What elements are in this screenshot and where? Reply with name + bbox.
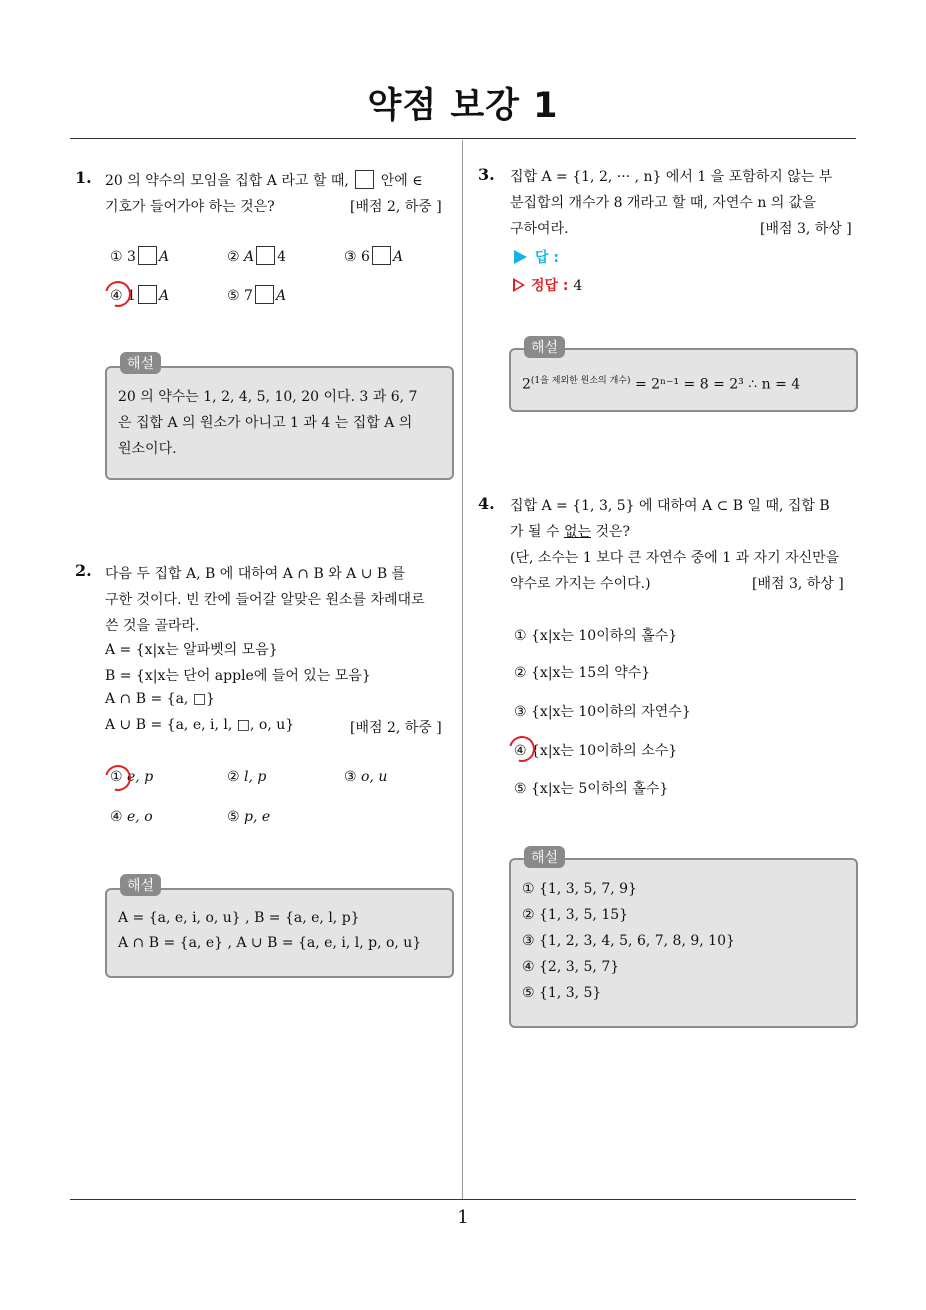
question-number: 3. xyxy=(478,165,495,184)
score-label: [배점 3, 하상 ] xyxy=(752,576,844,592)
question-number: 2. xyxy=(75,561,92,580)
choice-number: ③ xyxy=(514,704,527,720)
page-number: 1 xyxy=(457,1207,469,1228)
question-number: 1. xyxy=(75,168,92,187)
question-text xyxy=(105,170,423,190)
outline-play-icon xyxy=(513,278,525,292)
solution-tag: 해설 xyxy=(524,846,565,868)
question-text: 집합 A = {1, 2, ··· , n} 에서 1 을 포함하지 않는 부 xyxy=(510,169,833,185)
choice-text: l, p xyxy=(244,769,267,785)
blank-box xyxy=(372,246,391,265)
choice-5[interactable] xyxy=(514,778,668,798)
choice-text: {x|x는 5이하의 홀수} xyxy=(531,781,669,797)
formula-rest: = 2ⁿ⁻¹ = 8 = 2³ ∴ n = 4 xyxy=(634,376,801,393)
choice-number: ⑤ xyxy=(514,781,527,797)
question-text: 다음 두 집합 A, B 에 대하여 A ∩ B 와 A ∪ B 를 xyxy=(105,566,406,582)
question-note: (단, 소수는 1 보다 큰 자연수 중에 1 과 자기 자신만을 xyxy=(510,550,840,566)
formula-base: 2 xyxy=(522,376,531,393)
choice-number: ③ xyxy=(344,249,357,265)
question-text: 구하여라. xyxy=(510,221,569,237)
solution-line: ⑤ {1, 3, 5} xyxy=(522,985,602,1001)
correct-answer-row xyxy=(513,275,582,295)
blank-box xyxy=(256,246,275,265)
choice-number: ④ xyxy=(514,743,527,759)
choice-text: 1 xyxy=(127,288,136,304)
blank-box xyxy=(138,246,157,265)
solution-line: 은 집합 A 의 원소가 아니고 1 과 4 는 집합 A 의 xyxy=(118,415,413,431)
choice-text: A xyxy=(244,249,255,265)
choice-1[interactable] xyxy=(514,625,677,645)
set-definition: A = {x|x는 알파벳의 모음} xyxy=(105,642,278,658)
choice-text: A xyxy=(275,288,287,304)
choice-number: ① xyxy=(110,249,123,265)
question-text: 기호가 들어가야 하는 것은? xyxy=(105,199,275,215)
question-text-part: 20 의 약수의 모임을 집합 A 라고 할 때, xyxy=(105,173,349,189)
solution-line: ① {1, 3, 5, 7, 9} xyxy=(522,881,637,897)
solution-line: ③ {1, 2, 3, 4, 5, 6, 7, 8, 9, 10} xyxy=(522,933,735,949)
column-divider xyxy=(462,140,463,1200)
answer-circle-mark xyxy=(100,276,136,312)
choice-text: {x|x는 10이하의 자연수} xyxy=(531,704,691,720)
solution-line: 원소이다. xyxy=(118,441,177,457)
choice-number: ② xyxy=(227,769,240,785)
correct-value: 4 xyxy=(573,278,583,294)
play-icon xyxy=(514,250,527,264)
question-text xyxy=(510,521,630,541)
top-divider xyxy=(70,138,856,139)
question-text-part: 것은? xyxy=(591,524,631,540)
solution-line: 20 의 약수는 1, 2, 4, 5, 10, 20 이다. 3 과 6, 7 xyxy=(118,389,418,405)
question-text: 분집합의 개수가 8 개라고 할 때, 자연수 n 의 값을 xyxy=(510,195,816,211)
underlined-word: 없는 xyxy=(563,524,591,540)
choice-number: ① xyxy=(514,628,527,644)
answer-circle-mark xyxy=(100,760,136,796)
solution-tag: 해설 xyxy=(120,352,161,374)
solution-line: ② {1, 3, 5, 15} xyxy=(522,907,629,923)
bottom-divider xyxy=(70,1199,856,1200)
set-definition: B = {x|x는 단어 apple에 들어 있는 모음} xyxy=(105,668,371,684)
choice-text: A xyxy=(158,288,170,304)
solution-tag: 해설 xyxy=(120,874,161,896)
solution-line: A = {a, e, i, o, u} , B = {a, e, l, p} xyxy=(118,910,360,926)
answer-circle-mark xyxy=(504,731,540,767)
choice-text: A xyxy=(392,249,404,265)
solution-formula xyxy=(522,373,800,393)
page-title: 약점 보강 1 xyxy=(367,86,559,126)
blank-box xyxy=(255,285,274,304)
set-definition: A ∩ B = {a, □} xyxy=(105,691,215,707)
blank-box xyxy=(355,170,374,189)
choice-number: ③ xyxy=(344,769,357,785)
score-label: [배점 3, 하상 ] xyxy=(760,221,852,237)
choice-2[interactable] xyxy=(227,246,286,265)
choice-4[interactable] xyxy=(514,740,677,760)
choice-text: e, o xyxy=(127,809,153,825)
choice-2[interactable] xyxy=(514,662,650,682)
choice-5[interactable] xyxy=(227,809,270,825)
score-label: [배점 2, 하중 ] xyxy=(350,199,442,215)
choice-text: {x|x는 15의 약수} xyxy=(531,665,651,681)
score-label: [배점 2, 하중 ] xyxy=(350,720,442,736)
choice-3[interactable] xyxy=(344,246,403,265)
set-definition: A ∪ B = {a, e, i, l, □, o, u} xyxy=(105,717,295,733)
choice-text: {x|x는 10이하의 홀수} xyxy=(531,628,678,644)
question-number: 4. xyxy=(478,494,495,513)
choice-number: ② xyxy=(227,249,240,265)
choice-text: p, e xyxy=(244,809,271,825)
solution-line: A ∩ B = {a, e} , A ∪ B = {a, e, i, l, p, o, u} xyxy=(118,935,422,951)
choice-4[interactable] xyxy=(110,809,153,825)
answer-label: 답 : xyxy=(535,250,559,266)
choice-text: e, p xyxy=(127,769,154,785)
question-note: 약수로 가지는 수이다.) xyxy=(510,576,651,592)
choice-text: 7 xyxy=(244,288,253,304)
choice-text: {x|x는 10이하의 소수} xyxy=(531,743,678,759)
answer-row xyxy=(514,247,559,267)
choice-number: ② xyxy=(514,665,527,681)
choice-text: 4 xyxy=(277,249,287,265)
choice-text: 3 xyxy=(127,249,136,265)
question-text: 구한 것이다. 빈 칸에 들어갈 알맞은 원소를 차례대로 xyxy=(105,592,425,608)
choice-number: ⑤ xyxy=(227,809,240,825)
choice-number: ④ xyxy=(110,809,123,825)
choice-text: A xyxy=(158,249,170,265)
choice-1[interactable] xyxy=(110,246,169,265)
solution-line: ④ {2, 3, 5, 7} xyxy=(522,959,620,975)
solution-tag: 해설 xyxy=(524,336,565,358)
question-text: 쓴 것을 골라라. xyxy=(105,618,200,634)
choice-number: ⑤ xyxy=(227,288,240,304)
choice-3[interactable] xyxy=(514,701,691,721)
choice-text: o, u xyxy=(361,769,388,785)
choice-2[interactable] xyxy=(227,769,266,785)
question-text-part: 가 될 수 xyxy=(510,524,564,540)
choice-text: 6 xyxy=(361,249,370,265)
correct-label: 정답 : xyxy=(531,278,569,294)
choice-3[interactable] xyxy=(344,769,387,785)
choice-number: ① xyxy=(110,769,123,785)
choice-5[interactable] xyxy=(227,285,286,304)
formula-exponent: (1을 제외한 원소의 개수) xyxy=(530,376,631,386)
question-text: 집합 A = {1, 3, 5} 에 대하여 A ⊂ B 일 때, 집합 B xyxy=(510,498,830,514)
choice-number: ④ xyxy=(110,288,123,304)
blank-box xyxy=(138,285,157,304)
question-text-part: 안에 ∈ xyxy=(380,173,423,189)
solution-box xyxy=(105,888,454,978)
